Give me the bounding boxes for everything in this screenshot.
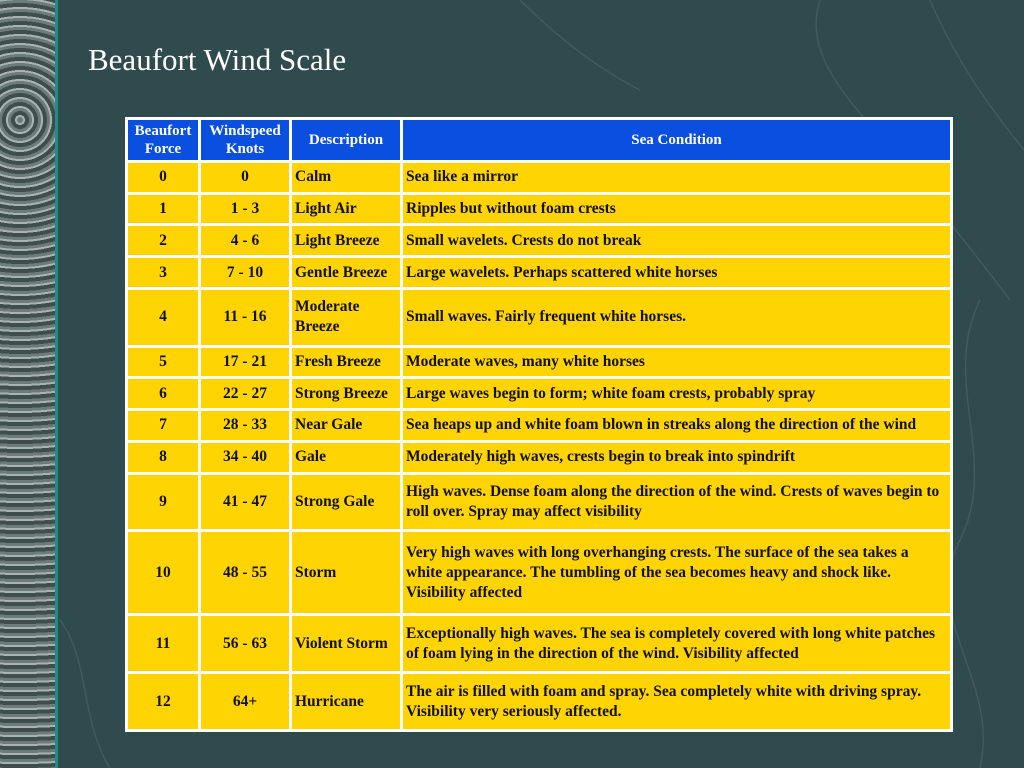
table-row [128,195,950,224]
sea-condition-cell: Small waves. Fairly frequent white horses. [403,290,950,345]
header-beaufort-force [128,120,198,160]
description-cell: Near Gale [292,411,400,440]
table-row [128,258,950,287]
sea-condition-cell: High waves. Dense foam along the direction of the wind. Crests of waves begin to roll over. Spray may affect visibility [403,475,950,530]
table-row [128,475,950,530]
description-cell: Storm [292,532,400,613]
windspeed-cell: 41 - 47 [201,475,289,530]
windspeed-cell: 22 - 27 [201,379,289,408]
beaufort-table-container [125,117,953,732]
table-row [128,674,950,729]
windspeed-cell: 28 - 33 [201,411,289,440]
sea-condition-cell: Very high waves with long overhanging crests. The surface of the sea takes a white appearance. The tumbling of the sea becomes heavy and shock like. Visibility affected [403,532,950,613]
force-cell: 4 [128,290,198,345]
description-cell: Fresh Breeze [292,348,400,377]
header-description: Description [292,120,400,160]
windspeed-cell: 48 - 55 [201,532,289,613]
description-cell: Strong Breeze [292,379,400,408]
sea-condition-cell: Sea heaps up and white foam blown in streaks along the direction of the wind [403,411,950,440]
sea-condition-cell: Ripples but without foam crests [403,195,950,224]
description-cell: Strong Gale [292,475,400,530]
windspeed-cell: 4 - 6 [201,226,289,255]
force-cell: 10 [128,532,198,613]
force-cell: 1 [128,195,198,224]
force-cell: 11 [128,616,198,671]
header-windspeed-knots [201,120,289,160]
description-cell: Calm [292,163,400,192]
sea-condition-cell: Large waves begin to form; white foam crests, probably spray [403,379,950,408]
force-cell: 5 [128,348,198,377]
sea-condition-cell: Large wavelets. Perhaps scattered white horses [403,258,950,287]
table-row [128,290,950,345]
table-row [128,348,950,377]
description-cell: Moderate Breeze [292,290,400,345]
header-force-line1: Beaufort [134,123,192,139]
force-cell: 0 [128,163,198,192]
description-cell: Gale [292,443,400,472]
windspeed-cell: 17 - 21 [201,348,289,377]
sea-condition-cell: Exceptionally high waves. The sea is completely covered with long white patches of foam lying in the direction of the wind. Visibility affected [403,616,950,671]
description-cell: Hurricane [292,674,400,729]
force-cell: 9 [128,475,198,530]
description-cell: Light Air [292,195,400,224]
windspeed-cell: 0 [201,163,289,192]
description-cell: Gentle Breeze [292,258,400,287]
description-cell: Light Breeze [292,226,400,255]
sea-condition-cell: Moderately high waves, crests begin to break into spindrift [403,443,950,472]
table-row [128,616,950,671]
header-sea-condition: Sea Condition [403,120,950,160]
windspeed-cell: 11 - 16 [201,290,289,345]
description-cell: Violent Storm [292,616,400,671]
force-cell: 7 [128,411,198,440]
sea-condition-cell: The air is filled with foam and spray. Sea completely white with driving spray. Visibility very seriously affected. [403,674,950,729]
sea-condition-cell: Moderate waves, many white horses [403,348,950,377]
force-cell: 6 [128,379,198,408]
force-cell: 8 [128,443,198,472]
table-row [128,163,950,192]
table-row [128,443,950,472]
table-row [128,532,950,613]
sea-condition-cell: Small wavelets. Crests do not break [403,226,950,255]
windspeed-cell: 7 - 10 [201,258,289,287]
header-force-line2: Force [144,141,182,157]
slide-title: Beaufort Wind Scale [88,42,347,77]
table-row [128,379,950,408]
windspeed-cell: 1 - 3 [201,195,289,224]
windspeed-cell: 34 - 40 [201,443,289,472]
force-cell: 3 [128,258,198,287]
header-speed-line1: Windspeed [209,123,281,139]
beaufort-scale-table [125,117,953,732]
windspeed-cell: 56 - 63 [201,616,289,671]
table-row [128,226,950,255]
force-cell: 2 [128,226,198,255]
windspeed-cell: 64+ [201,674,289,729]
table-header-row [128,120,950,160]
header-speed-line2: Knots [225,141,265,157]
sea-condition-cell: Sea like a mirror [403,163,950,192]
force-cell: 12 [128,674,198,729]
table-row [128,411,950,440]
